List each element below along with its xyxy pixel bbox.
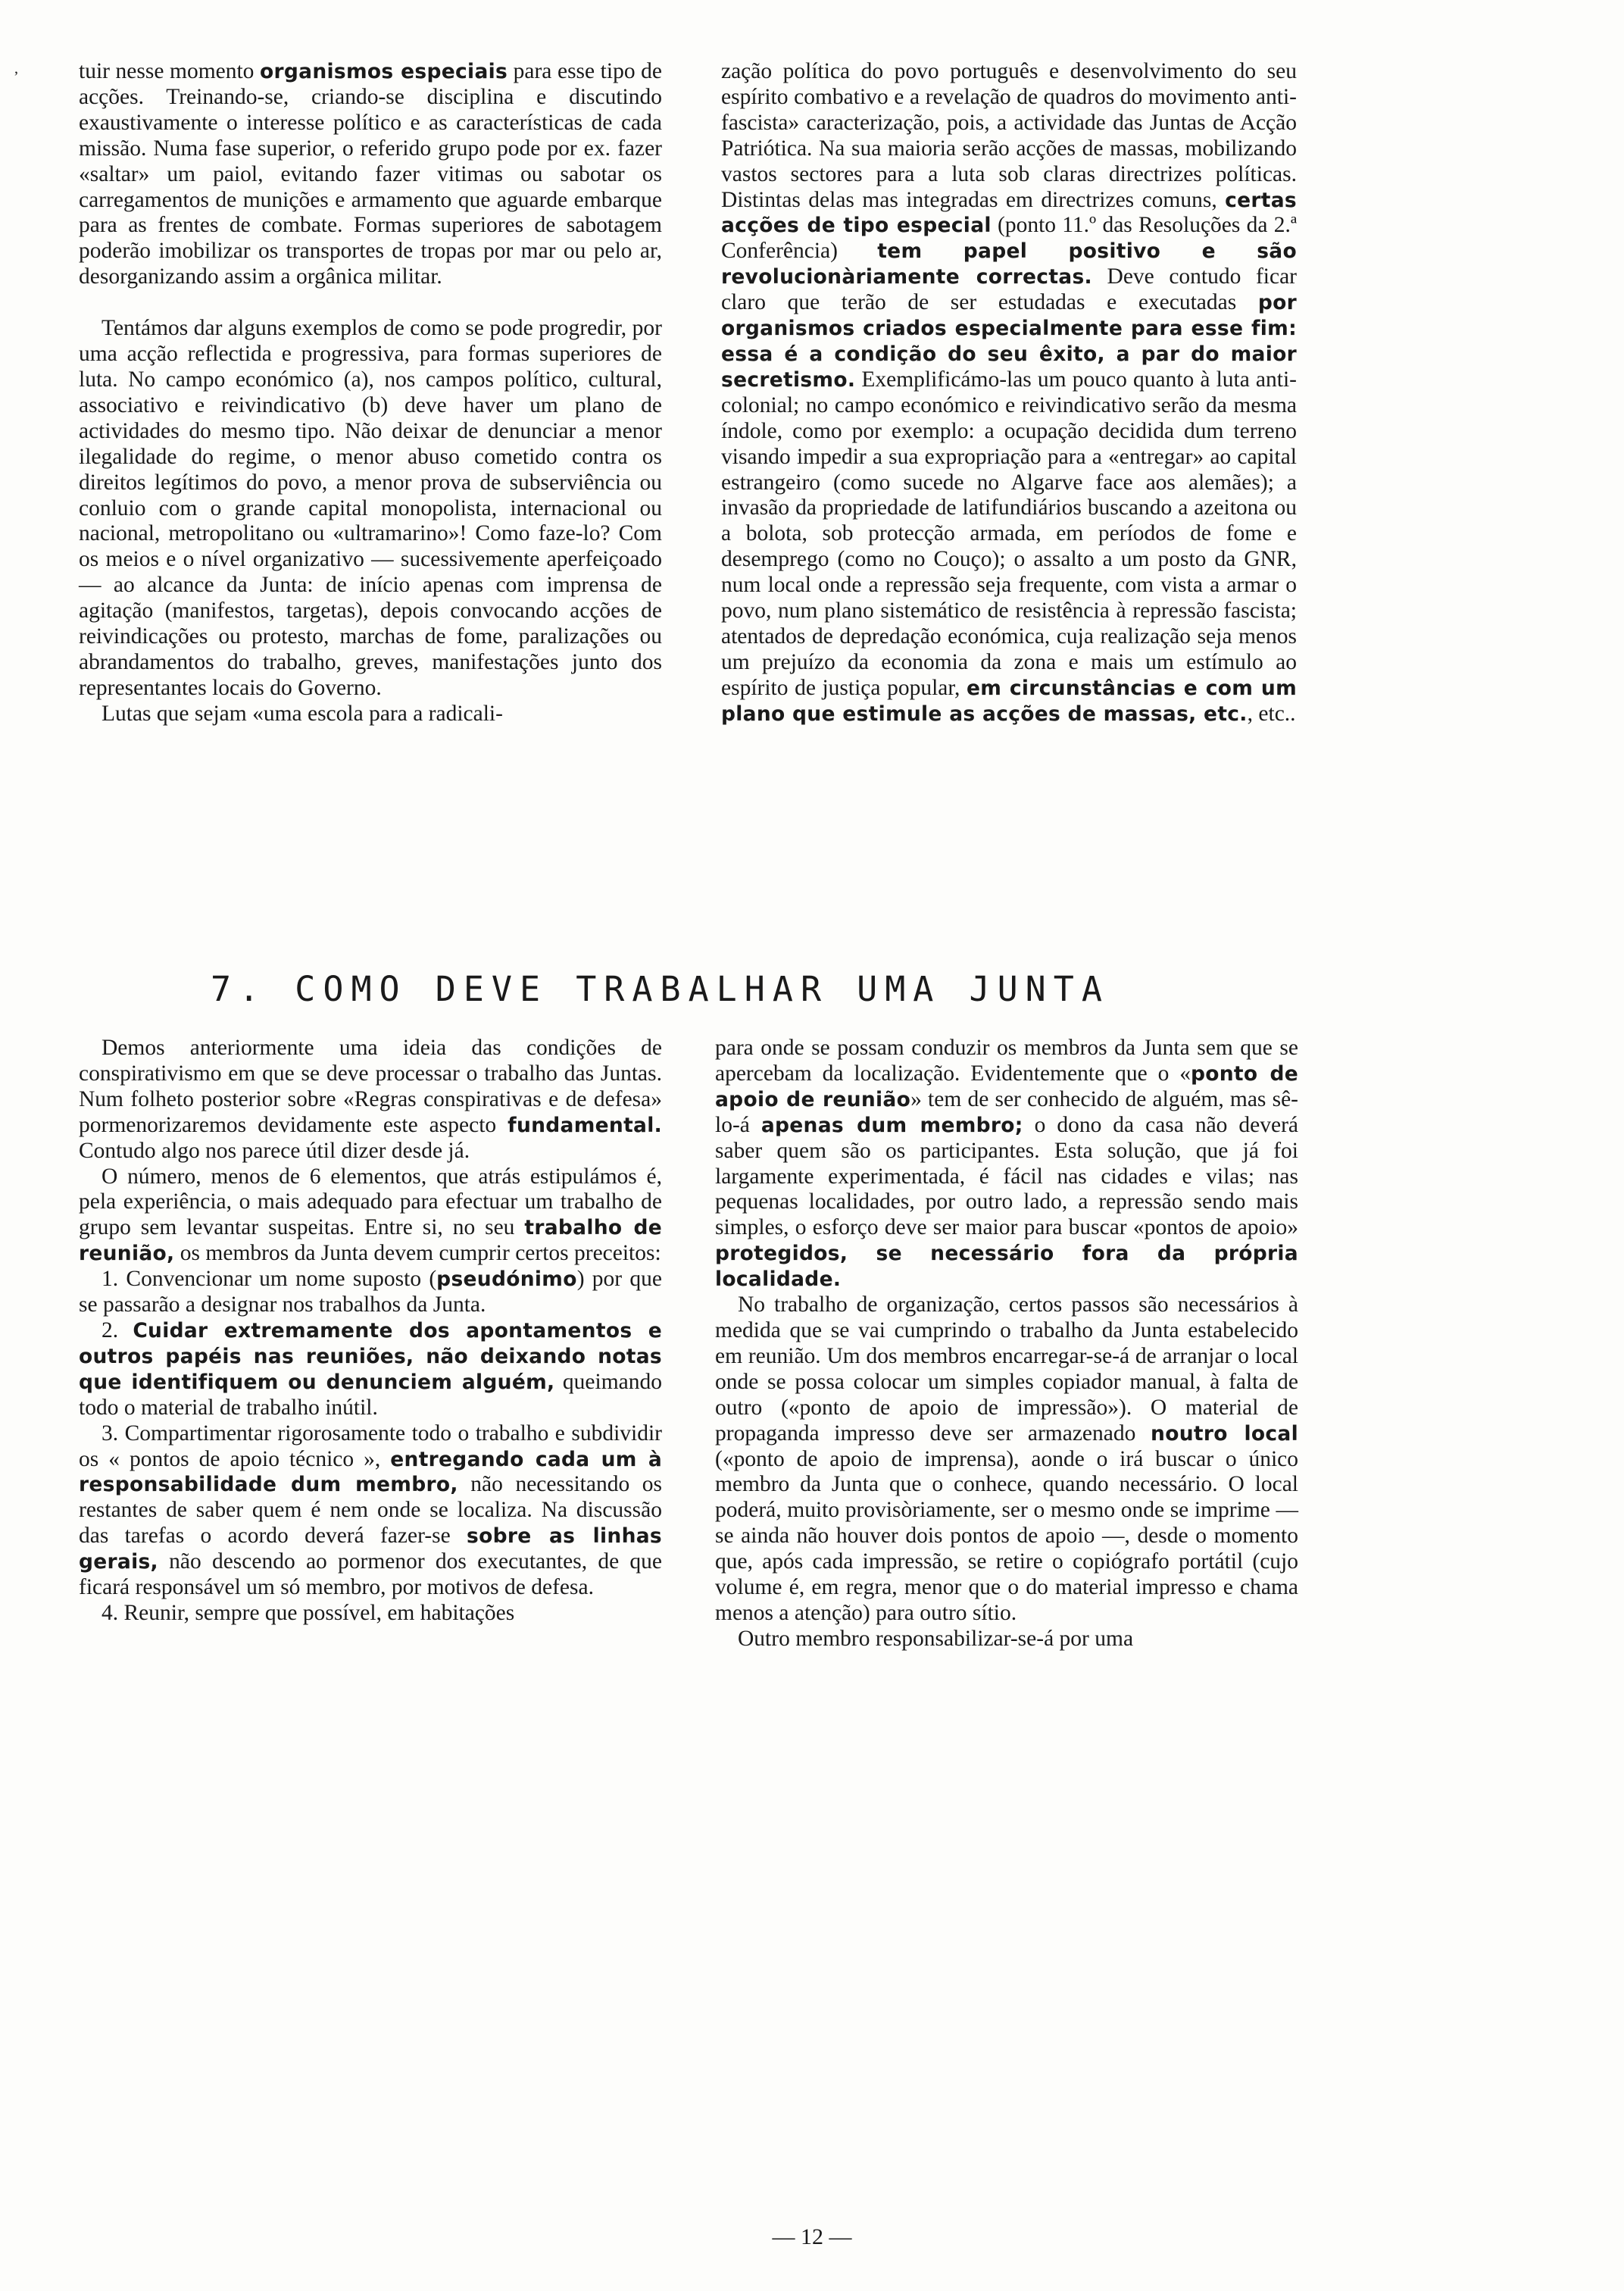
paragraph: Demos anteriormente uma ideia das condições de conspirativismo em que se deve processar o trabalho das Juntas. Num folheto posterior sobre «Regras conspirativas e de defesa» pormenorizaremos devidamente este aspecto fundamental. Contudo algo nos parece útil dizer desde já. bbox=[79, 1036, 662, 1163]
list-item: 2. Cuidar extremamente dos apontamentos e outros papéis nas reuniões, não deixando notas que identifiquem ou denunciem alguém, queimando todo o material de trabalho inútil. bbox=[79, 1317, 663, 1420]
right-column-top bbox=[721, 59, 1297, 727]
list-item: 3. Compartimentar rigorosamente todo o trabalho e subdividir os « pontos de apoio técnico », entregando cada um à responsabilidade dum membro, não necessitando os restantes de saber quem é nem onde se localiza. Na discussão das tarefas o acordo deverá fazer-se sobre as linhas gerais, não descendo ao pormenor dos executantes, de que ficará responsável um só membro, por motivos de defesa. bbox=[79, 1421, 663, 1600]
paragraph: No trabalho de organização, certos passos são necessários à medida que se vai cumprindo o trabalho da Junta estabelecido em reunião. Um dos membros encarregar-se-á de arranjar o local onde se possa colocar um simples copiador manual, à falta de outro («ponto de apoio de impressão»). O material de propaganda impresso deve ser armazenado noutro local («ponto de apoio de imprensa), aonde o irá buscar o único membro da Junta que o conhece, quando necessário. O local poderá, muito provisòriamente, ser o mesmo onde se imprime — se ainda não houver dois pontos de apoio —, desde o momento que, após cada impressão, se retire o copiógrafo portátil (cujo volume é, em regra, menor que o do material impresso e chama menos a atenção) para outro sítio. bbox=[715, 1292, 1298, 1625]
left-column-top bbox=[79, 59, 662, 727]
paragraph: zação política do povo português e desenvolvimento do seu espírito combativo e a revelação de quadros do movimento anti-fascista» caracterização, pois, a actividade das Juntas de Acção Patriótica. Na sua maioria serão acções de massas, mobilizando vastos sectores para a luta sob claras directrizes políticas. Distintas delas mas integradas em directrizes comuns, certas acções de tipo especial (ponto 11.º das Resoluções da 2.ª Conferência) tem papel positivo e são revolucionàriamente correctas. Deve contudo ficar claro que terão de ser estudadas e executadas por organismos criados especialmente para esse fim: essa é a condição do seu êxito, a par do maior secretismo. Exemplificámo-las um pouco quanto à luta anti-colonial; no campo económico e reivindicativo serão da mesma índole, como por exemplo: a ocupação decidida dum terreno visando impedir a sua expropriação para a «entregar» ao capital estrangeiro (como sucede no Algarve face aos alemães); a invasão da propriedade de latifundiários buscando a azeitona ou a bolota, sob protecção armada, em períodos de fome e desemprego (como no Couço); o assalto a um posto da GNR, num local onde a repressão seja frequente, com vista a armar o povo, num plano sistemático de resistência à repressão fascista; atentados de depredação económica, cuja realização seja menos um prejuízo da economia da zona e mais um estímulo ao espírito de justiça popular, em circunstâncias e com um plano que estimule as acções de massas, etc., etc.. bbox=[721, 59, 1298, 726]
list-item: 4. Reunir, sempre que possível, em habitações bbox=[102, 1600, 515, 1625]
section-heading: 7. COMO DEVE TRABALHAR UMA JUNTA bbox=[211, 969, 1110, 1009]
margin-mark: ʼ bbox=[14, 69, 19, 86]
paragraph: O número, menos de 6 elementos, que atrás estipulámos é, pela experiência, o mais adequado para efectuar um trabalho de grupo sem levantar suspeitas. Entre si, no seu trabalho de reunião, os membros da Junta devem cumprir certos preceitos: bbox=[79, 1164, 662, 1266]
paragraph: Tentámos dar alguns exemplos de como se pode progredir, por uma acção reflectida e progressiva, para formas superiores de luta. No campo económico (a), nos campos político, cultural, associativo e reivindicativo (b) deve haver um plano de actividades do mesmo tipo. Não deixar de denunciar a menor ilegalidade do regime, o menor abuso cometido contra os direitos legítimos do povo, a menor prova de subserviência ou conluio com o grande capital monopolista, internacional ou nacional, metropolitano ou «ultramarino»! Como faze-lo? Com os meios e o nível organizativo — sucessivemente aperfeiçoado — ao alcance da Junta: de início apenas com imprensa de agitação (manifestos, targetas), depois convocando acções de reivindicações ou protesto, marchas de fome, paralizações ou abrandamentos do trabalho, greves, manifestações junto dos representantes locais do Governo. bbox=[79, 316, 662, 700]
paragraph: para onde se possam conduzir os membros da Junta sem que se apercebam da localização. Evidentemente que o «ponto de apoio de reunião» tem de ser conhecido de alguém, mas sê-lo-á apenas dum membro; o dono da casa não deverá saber quem são os participantes. Esta solução, que já foi largamente experimentada, é fácil nas cidades e vilas; nas pequenas localidades, por outro lado, a repressão sendo mais simples, o esforço deve ser maior para buscar «pontos de apoio» protegidos, se necessário fora da própria localidade. bbox=[715, 1036, 1298, 1292]
page-number: — 12 — bbox=[772, 2224, 852, 2249]
paragraph: tuir nesse momento organismos especiais para esse tipo de acções. Treinando-se, criando-se disciplina e discutindo exaustivamente o interesse político e as características de cada missão. Numa fase superior, o referido grupo pode por ex. fazer «saltar» um paiol, evitando fazer vitimas ou sabotar os carregamentos de munições e armamento que aguarde embarque para as frentes de combate. Formas superiores de sabotagem poderão imobilizar os transportes de tropas por mar ou pelo ar, desorganizando assim a orgânica militar. bbox=[79, 59, 662, 289]
left-column-bottom bbox=[79, 1036, 662, 1627]
paragraph: Lutas que sejam «uma escola para a radicali- bbox=[102, 701, 503, 726]
right-column-bottom bbox=[715, 1036, 1298, 1652]
paragraph: Outro membro responsabilizar-se-á por uma bbox=[738, 1626, 1134, 1651]
list-item: 1. Convencionar um nome suposto (pseudónimo) por que se passarão a designar nos trabalhos da Junta. bbox=[79, 1267, 662, 1317]
